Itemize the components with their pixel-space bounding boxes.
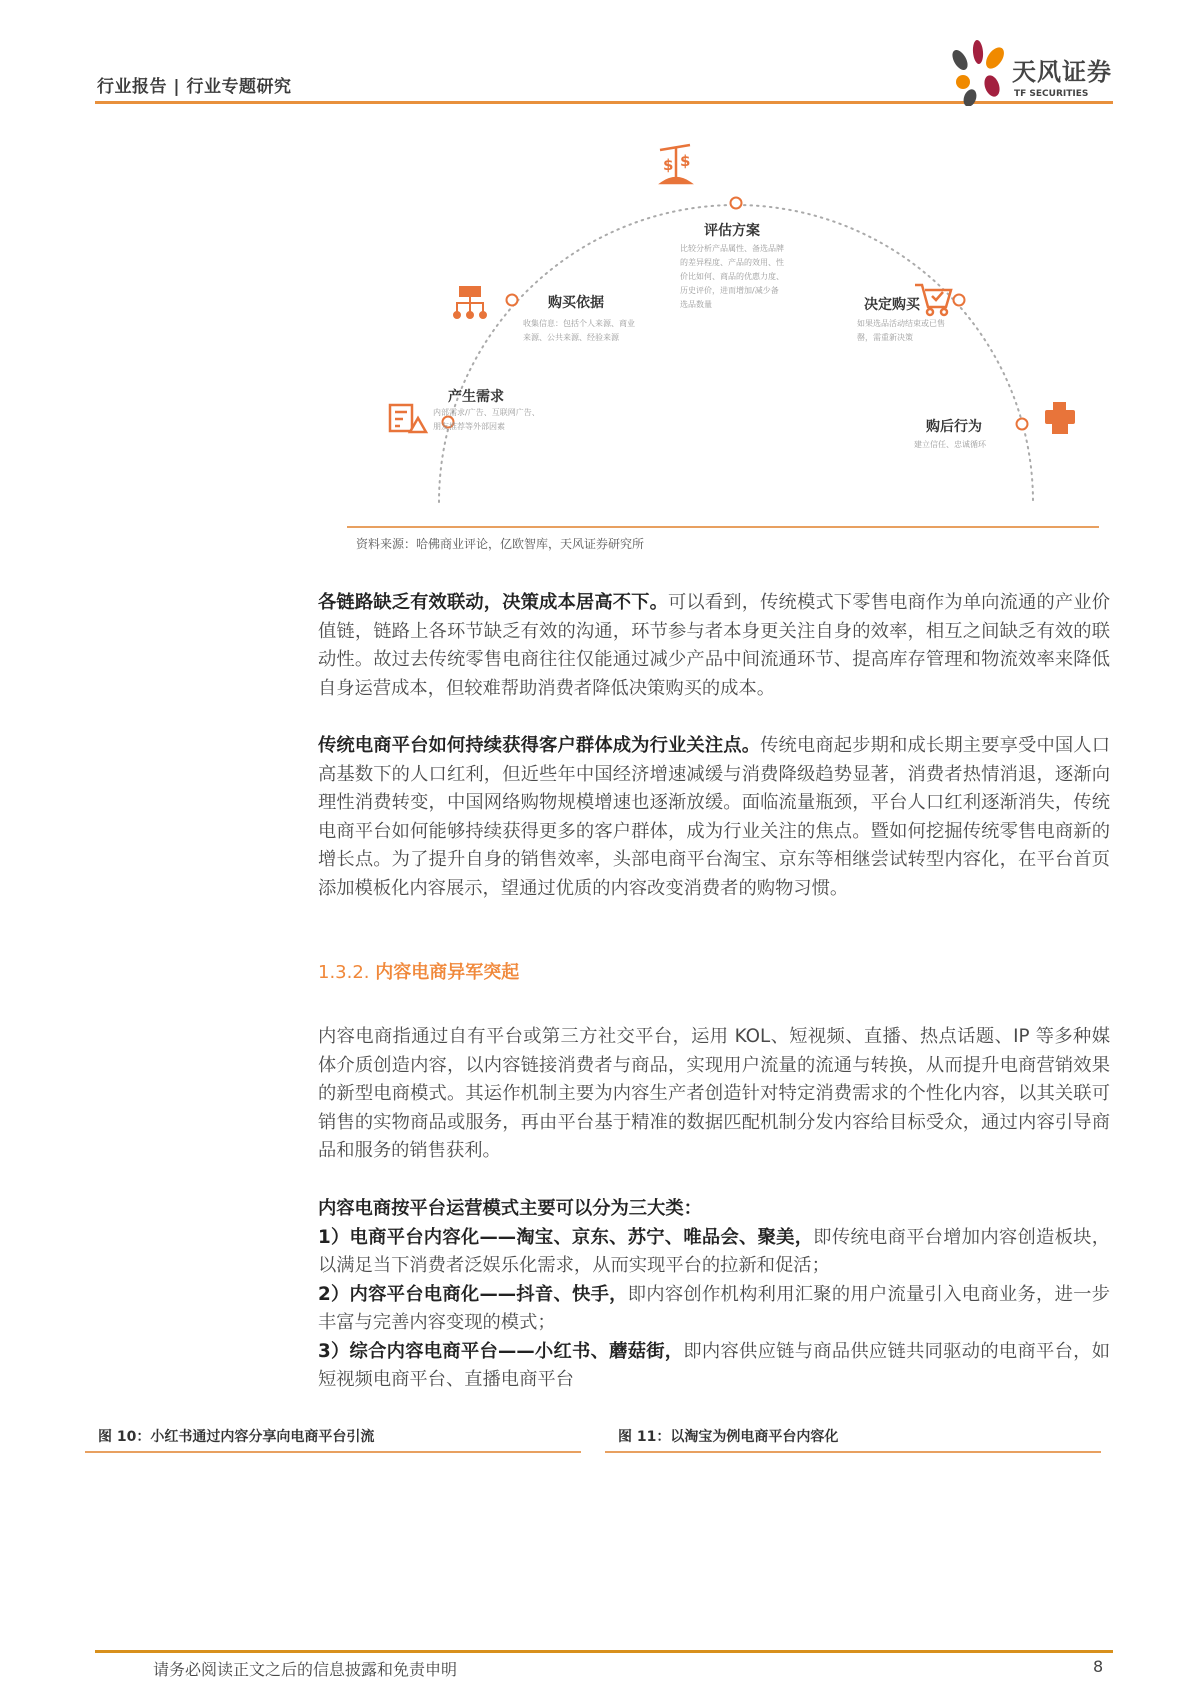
list-item bbox=[318, 1281, 1110, 1338]
disclaimer: 请务必阅读正文之后的信息披露和免责申明 bbox=[153, 1660, 458, 1679]
logo-petals-icon bbox=[948, 38, 1010, 106]
hierarchy-icon bbox=[454, 287, 486, 318]
category-list bbox=[318, 1195, 1110, 1395]
logo-subtext: TF SECURITIES bbox=[1014, 89, 1089, 99]
node-desc: 收集信息：包括个人来源、商业来源、公共来源、经验来源 bbox=[523, 319, 635, 342]
purchase-decision-diagram bbox=[340, 140, 1130, 520]
list-item-text: 即内容创作机构利用汇聚的用户流量引入电商业务，进一步丰富与完善内容变现的模式； bbox=[318, 1283, 1110, 1333]
footer-divider bbox=[95, 1650, 1113, 1653]
section-title: 内容电商异军突起 bbox=[375, 962, 520, 983]
paragraph-2 bbox=[318, 732, 1110, 903]
node-desc: 比较分析产品属性、备选品牌的差异程度、产品的效用、性价比如何、商品的优惠力度、历史评价，进而增加/减少备选品数量 bbox=[680, 244, 784, 309]
list-title: 内容电商按平台运营模式主要可以分为三大类： bbox=[318, 1198, 702, 1219]
figure-11-caption: 图 11：以淘宝为例电商平台内容化 bbox=[618, 1429, 839, 1445]
paragraph-lead: 传统电商平台如何持续获得客户群体成为行业关注点。 bbox=[318, 735, 761, 756]
figure-source: 资料来源：哈佛商业评论，亿欧智库，天风证券研究所 bbox=[356, 537, 645, 551]
list-item bbox=[318, 1338, 1110, 1395]
figure-divider bbox=[347, 526, 1099, 528]
paragraph-text: 可以看到，传统模式下零售电商作为单向流通的产业价值链，链路上各环节缺乏有效的沟通，环节参与者本身更关注自身的效率，相互之间缺乏有效的联动性。故过去传统零售电商往往仅能通过减少产品中间流通环节、提高库存管理和物流效率来降低自身运营成本，但较难帮助消费者降低决策购买的成本。 bbox=[318, 592, 1110, 699]
logo-text: 天风证券 bbox=[1012, 58, 1112, 86]
page-number: 8 bbox=[1093, 1657, 1104, 1676]
list-item-text: 即内容供应链与商品供应链共同驱动的电商平台，如短视频电商平台、直播电商平台 bbox=[318, 1340, 1110, 1390]
figure-11-divider bbox=[605, 1451, 1101, 1453]
svg-text:$: $ bbox=[680, 152, 691, 170]
node-title: 购后行为 bbox=[926, 419, 982, 435]
figure-10-divider bbox=[85, 1451, 581, 1453]
shopping-cart-check-icon bbox=[915, 285, 951, 315]
list-item-lead: 1）电商平台内容化——淘宝、京东、苏宁、唯品会、聚美， bbox=[318, 1226, 814, 1248]
node-title: 决定购买 bbox=[864, 297, 920, 313]
node-desc: 内部需求/广告、互联网广告、朋友推荐等外部因素 bbox=[433, 408, 540, 431]
tf-securities-logo bbox=[948, 38, 1118, 106]
node-title: 产生需求 bbox=[448, 389, 504, 405]
paragraph-text: 内容电商指通过自有平台或第三方社交平台，运用 KOL、短视频、直播、热点话题、IP 等多种媒体介质创造内容，以内容链接消费者与商品，实现用户流量的流通与转换，从而提升电商营销效果的新型电商模式。其运作机制主要为内容生产者创造针对特定消费需求的个性化内容，以其关联可销售的实物商品或服务，再由平台基于精准的数据匹配机制分发内容给目标受众，通过内容引导商品和服务的销售获利。 bbox=[318, 1026, 1110, 1161]
node-title: 评估方案 bbox=[704, 223, 760, 239]
node-title: 购买依据 bbox=[548, 295, 604, 311]
report-category: 行业报告 | 行业专题研究 bbox=[97, 77, 292, 97]
balance-scale-dollar-icon bbox=[660, 145, 690, 183]
list-item bbox=[318, 1224, 1110, 1281]
list-item-lead: 2）内容平台电商化——抖音、快手， bbox=[318, 1283, 628, 1305]
paragraph-3 bbox=[318, 1023, 1110, 1166]
paragraph-1 bbox=[318, 589, 1110, 703]
section-heading bbox=[318, 958, 519, 984]
printer-icon bbox=[1045, 402, 1075, 434]
paragraph-text: 传统电商起步期和成长期主要享受中国人口高基数下的人口红利，但近些年中国经济增速减缓与消费降级趋势显著，消费者热情消退，逐渐向理性消费转变，中国网络购物规模增速也逐渐放缓。面临流量瓶颈，平台人口红利逐渐消失，传统电商平台如何能够持续获得更多的客户群体，成为行业关注的焦点。暨如何挖掘传统零售电商新的增长点。为了提升自身的销售效率，头部电商平台淘宝、京东等相继尝试转型内容化，在平台首页添加模板化内容展示，望通过优质的内容改变消费者的购物习惯。 bbox=[318, 735, 1110, 899]
list-item-lead: 3）综合内容电商平台——小红书、蘑菇街， bbox=[318, 1340, 684, 1362]
section-number: 1.3.2. bbox=[318, 962, 376, 983]
alert-document-icon bbox=[390, 405, 426, 432]
list-item-text: 即传统电商平台增加内容创造板块，以满足当下消费者泛娱乐化需求，从而实现平台的拉新和促活； bbox=[318, 1226, 1110, 1276]
decision-arc bbox=[340, 140, 1130, 520]
node-desc: 如果选品活动结束或已售罄，需重新决策 bbox=[857, 319, 945, 342]
figure-10-caption: 图 10：小红书通过内容分享向电商平台引流 bbox=[98, 1429, 375, 1445]
node-desc: 建立信任、忠诚循环 bbox=[914, 440, 986, 449]
paragraph-lead: 各链路缺乏有效联动，决策成本居高不下。 bbox=[318, 592, 669, 613]
svg-text:$: $ bbox=[663, 156, 674, 174]
